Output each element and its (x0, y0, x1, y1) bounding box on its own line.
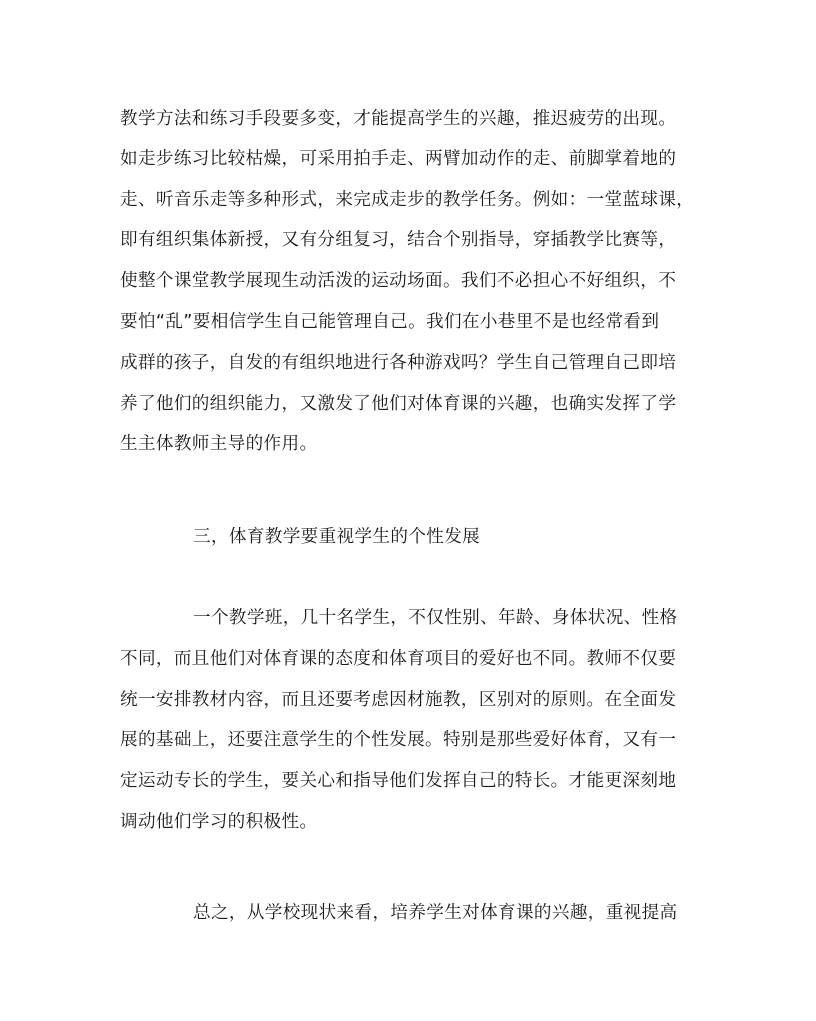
paragraph-line: 成群的孩子，自发的有组织地进行各种游戏吗？学生自己管理自己即培 (120, 353, 677, 373)
paragraph-line: 即有组织集体新授，又有分组复习，结合个别指导，穿插教学比赛等， (120, 230, 677, 250)
paragraph-line: 不同，而且他们对体育课的态度和体育项目的爱好也不同。教师不仅要 (120, 649, 677, 669)
paragraph-line: 要怕“乱”要相信学生自己能管理自己。我们在小巷里不是也经常看到 (120, 312, 660, 332)
paragraph-line: 如走步练习比较枯燥，可采用拍手走、两臂加动作的走、前脚掌着地的 (120, 149, 677, 169)
paragraph-line: 展的基础上，还要注意学生的个性发展。特别是那些爱好体育，又有一 (120, 730, 677, 750)
paragraph-line: 生主体教师主导的作用。 (120, 434, 318, 454)
paragraph-line: 总之，从学校现状来看，培养学生对体育课的兴趣，重视提高 (193, 903, 678, 923)
paragraph-line: 使整个课堂教学展现生动活泼的运动场面。我们不必担心不好组织，不 (120, 271, 677, 291)
paragraph-line: 教学方法和练习手段要多变，才能提高学生的兴趣，推迟疲劳的出现。 (120, 109, 677, 129)
paragraph-line: 走、听音乐走等多种形式，来完成走步的教学任务。例如：一堂蓝球课， (120, 190, 695, 210)
paragraph-line: 养了他们的组织能力，又激发了他们对体育课的兴趣，也确实发挥了学 (120, 394, 677, 414)
paragraph-line: 一个教学班，几十名学生，不仅性别、年龄、身体状况、性格 (193, 608, 678, 628)
paragraph-line: 统一安排教材内容，而且还要考虑因材施教，区别对的原则。在全面发 (120, 690, 677, 710)
paragraph-line: 定运动专长的学生，要关心和指导他们发挥自己的特长。才能更深刻地 (120, 771, 677, 791)
section-heading: 三，体育教学要重视学生的个性发展 (193, 527, 481, 547)
paragraph-line: 调动他们学习的积极性。 (120, 812, 318, 832)
